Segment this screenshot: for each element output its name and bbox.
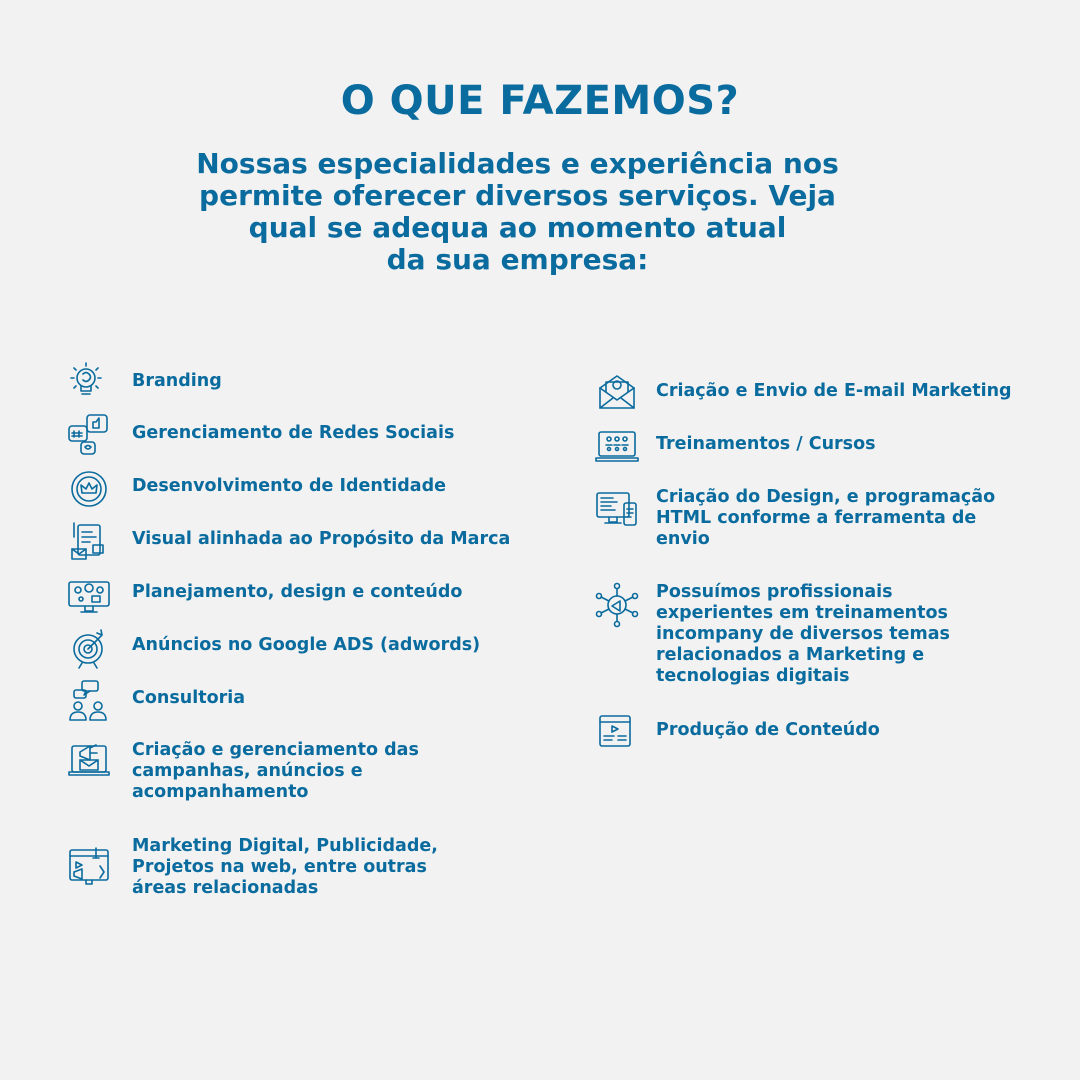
subtitle-line: qual se adequa ao momento atual (248, 211, 787, 244)
service-label: Anúncios no Google ADS (adwords) (132, 635, 481, 655)
page-title: O QUE FAZEMOS? (340, 78, 740, 124)
service-label: Desenvolvimento de Identidade (132, 476, 446, 496)
service-label: Gerenciamento de Redes Sociais (132, 423, 455, 443)
documents-pencil-icon (66, 519, 112, 565)
service-label: Treinamentos / Cursos (656, 434, 876, 454)
design-code-monitor-icon (594, 487, 640, 533)
lightbulb-brain-icon (66, 358, 112, 404)
service-label: Criação do Design, e programação HTML conforme a ferramenta de envio (656, 487, 996, 549)
subtitle-line: permite oferecer diversos serviços. Veja (199, 179, 836, 212)
service-label: Produção de Conteúdo (656, 720, 880, 740)
service-label: Visual alinhada ao Propósito da Marca (132, 529, 511, 549)
training-laptop-icon (594, 424, 640, 470)
service-label: Branding (132, 371, 222, 391)
social-media-chat-icon (66, 412, 112, 458)
monitor-planning-icon (66, 572, 112, 618)
service-label: Marketing Digital, Publicidade, Projetos na web, entre outras áreas relacionadas (132, 836, 438, 898)
digital-marketing-icon (66, 844, 112, 890)
megaphone-network-icon (594, 582, 640, 628)
subtitle-line: da sua empresa: (386, 243, 649, 276)
service-label: Criação e gerenciamento das campanhas, anúncios e acompanhamento (132, 740, 419, 802)
target-arrow-icon (66, 625, 112, 671)
consulting-people-icon (66, 678, 112, 724)
service-label: Consultoria (132, 688, 246, 708)
crown-badge-icon (66, 466, 112, 512)
page-subtitle (150, 148, 885, 276)
subtitle-line: Nossas especialidades e experiência nos (196, 147, 839, 180)
email-envelope-icon (594, 370, 640, 416)
service-label: Possuímos profissionais experientes em treinamentos incompany de diversos temas relacionados a Marketing e tecnologias digitais (656, 582, 950, 686)
service-label: Criação e Envio de E-mail Marketing (656, 381, 1012, 401)
content-browser-icon (594, 710, 640, 756)
laptop-megaphone-icon (66, 738, 112, 784)
service-label: Planejamento, design e conteúdo (132, 582, 463, 602)
